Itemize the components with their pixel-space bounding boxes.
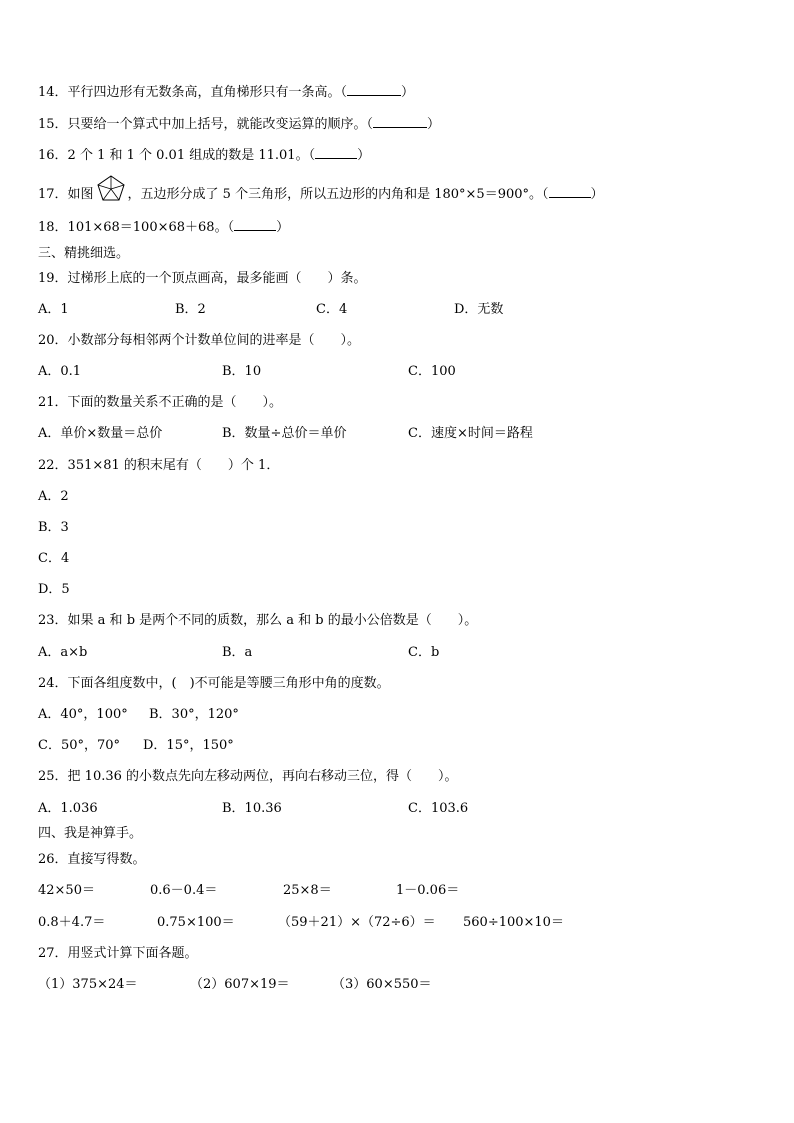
q21-option-b[interactable]: B．数量÷总价＝单价: [222, 426, 347, 441]
calc-item[interactable]: 0.6－0.4＝: [150, 883, 218, 898]
vertical-calc-item[interactable]: （3）60×550＝: [332, 977, 432, 992]
question-18-text: 18．101×68＝100×68＋68。（: [38, 220, 235, 235]
q24-option-b[interactable]: B．30°，120°: [149, 707, 239, 722]
q22-option-b[interactable]: B．3: [38, 520, 69, 535]
q24-option-a[interactable]: A．40°，100°: [38, 707, 128, 722]
q23-option-b[interactable]: B．a: [222, 645, 253, 660]
question-22-stem: 22．351×81 的积末尾有（ ）个 1．: [38, 458, 280, 473]
vertical-calc-item[interactable]: （2）607×19＝: [190, 977, 290, 992]
q25-option-c[interactable]: C．103.6: [408, 801, 469, 816]
q19-option-b[interactable]: B．2: [175, 302, 206, 317]
question-17-text: ，五边形分成了 5 个三角形，所以五边形的内角和是 180°×5＝900°。（: [127, 187, 549, 202]
q20-option-b[interactable]: B．10: [222, 364, 262, 379]
question-24-stem: 24．下面各组度数中，( )不可能是等腰三角形中角的度数。: [38, 676, 390, 691]
section-3-heading: 三、精挑细选。: [38, 246, 130, 261]
q25-option-a[interactable]: A．1.036: [38, 801, 98, 816]
q22-option-a[interactable]: A．2: [38, 489, 69, 504]
question-16: 16．2 个 1 和 1 个 0.01 组成的数是 11.01。（ ）: [38, 148, 371, 163]
section-4-heading: 四、我是神算手。: [38, 826, 143, 841]
question-15-text: 15．只要给一个算式中加上括号，就能改变运算的顺序。（: [38, 117, 374, 132]
question-26-stem: 26．直接写得数。: [38, 852, 146, 867]
q22-option-d[interactable]: D．5: [38, 582, 70, 597]
calc-item[interactable]: 1－0.06＝: [396, 883, 460, 898]
q19-option-a[interactable]: A．1: [38, 302, 69, 317]
q23-option-c[interactable]: C．b: [408, 645, 440, 660]
question-14-text: 14．平行四边形有无数条高，直角梯形只有一条高。（: [38, 85, 348, 100]
q25-option-b[interactable]: B．10.36: [222, 801, 282, 816]
q21-option-c[interactable]: C．速度×时间＝路程: [408, 426, 533, 441]
calc-item[interactable]: （59＋21）×（72÷6）＝: [278, 915, 436, 930]
question-17: 17．如图 ，五边形分成了 5 个三角形，所以五边形的内角和是 180°×5＝900°。（ ）: [38, 182, 604, 207]
question-18: 18．101×68＝100×68＋68。（ ）: [38, 220, 290, 235]
q23-option-a[interactable]: A．a×b: [38, 645, 88, 660]
question-16-text: 16．2 个 1 和 1 个 0.01 组成的数是 11.01。（: [38, 148, 316, 163]
question-14: 14．平行四边形有无数条高，直角梯形只有一条高。（ ）: [38, 85, 415, 100]
question-15: 15．只要给一个算式中加上括号，就能改变运算的顺序。（ ）: [38, 117, 441, 132]
calc-item[interactable]: 0.75×100＝: [157, 915, 235, 930]
vertical-calc-item[interactable]: （1）375×24＝: [38, 977, 138, 992]
q19-option-d[interactable]: D．无数: [454, 302, 504, 317]
question-17-pre: 17．如图: [38, 187, 94, 202]
q20-option-c[interactable]: C．100: [408, 364, 456, 379]
pentagon-figure-icon: [96, 174, 126, 207]
calc-item[interactable]: 42×50＝: [38, 883, 95, 898]
question-19-stem: 19．过梯形上底的一个顶点画高，最多能画（ ）条。: [38, 271, 367, 286]
q21-option-a[interactable]: A．单价×数量＝总价: [38, 426, 163, 441]
q22-option-c[interactable]: C．4: [38, 551, 70, 566]
answer-blank-18[interactable]: [234, 218, 276, 231]
q24-option-d[interactable]: D．15°，150°: [143, 738, 234, 753]
question-25-stem: 25．把 10.36 的小数点先向左移动两位，再向右移动三位，得（ ）。: [38, 769, 458, 784]
question-27-stem: 27．用竖式计算下面各题。: [38, 946, 198, 961]
answer-blank-14[interactable]: [347, 83, 401, 96]
calc-item[interactable]: 0.8＋4.7＝: [38, 915, 106, 930]
question-20-stem: 20．小数部分每相邻两个计数单位间的进率是（ ）。: [38, 333, 361, 348]
q20-option-a[interactable]: A．0.1: [38, 364, 82, 379]
q24-option-c[interactable]: C．50°，70°: [38, 738, 121, 753]
q19-option-c[interactable]: C．4: [316, 302, 348, 317]
calc-item[interactable]: 25×8＝: [283, 883, 332, 898]
answer-blank-16[interactable]: [315, 146, 357, 159]
question-21-stem: 21．下面的数量关系不正确的是（ ）。: [38, 395, 283, 410]
answer-blank-17[interactable]: [549, 185, 591, 198]
answer-blank-15[interactable]: [373, 115, 427, 128]
question-23-stem: 23．如果 a 和 b 是两个不同的质数，那么 a 和 b 的最小公倍数是（ ）。: [38, 613, 478, 628]
calc-item[interactable]: 560÷100×10＝: [463, 915, 564, 930]
